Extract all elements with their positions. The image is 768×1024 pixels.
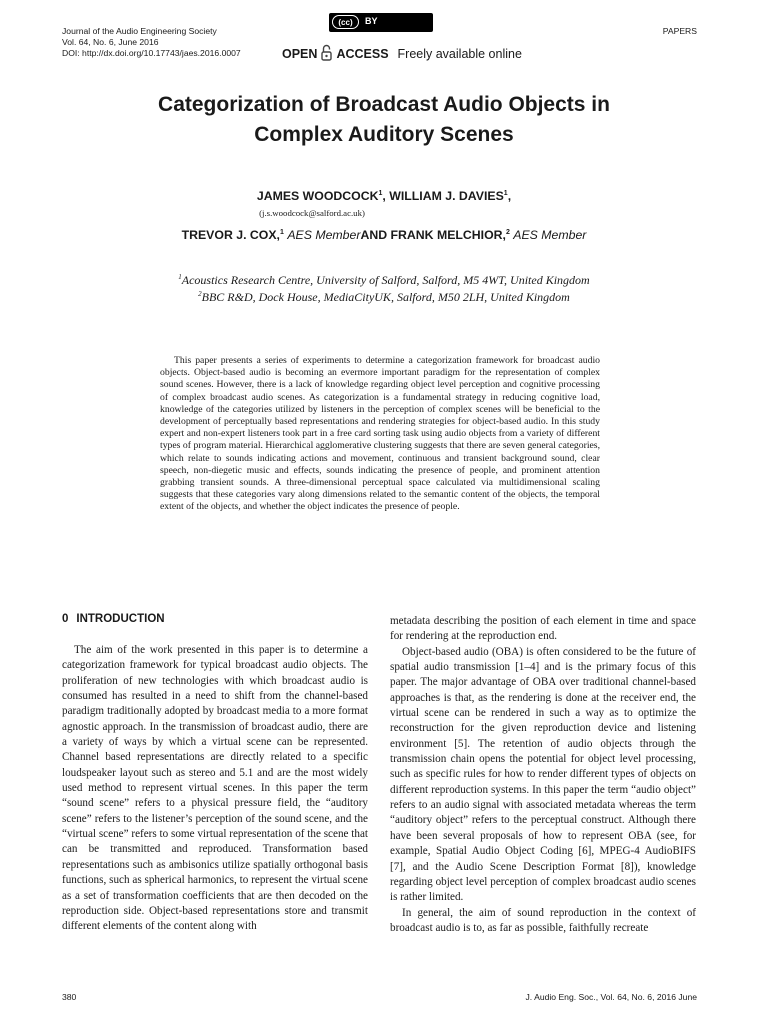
authors-line-2 [0, 228, 768, 242]
author-membership: AES Member [513, 228, 587, 242]
affiliation: $^2$BBC R&D, Dock House, MediaCityUK, Salford, M50 2LH, United Kingdom [198, 289, 570, 304]
section-label: PAPERS [662, 26, 697, 36]
journal-info [62, 26, 241, 59]
open-access-open: OPEN [282, 47, 318, 61]
open-access-line [282, 44, 522, 64]
body-paragraph: In general, the aim of sound reproduction in the context of broadcast audio is to, as far as possible, faithfully recreate [390, 906, 696, 934]
title-line: Categorization of Broadcast Audio Objects in [158, 93, 610, 116]
open-lock-icon [321, 44, 332, 64]
by-icon: BY [365, 16, 378, 26]
author-membership: AES Member [287, 228, 361, 242]
journal-name: Journal of the Audio Engineering Society [62, 26, 217, 36]
body-paragraph: metadata describing the position of each element in time and space for rendering at the reproduction end. [390, 615, 696, 643]
open-access-tagline: Freely available online [397, 47, 522, 61]
body-paragraph: The aim of the work presented in this paper is to determine a categorization framework for typical broadcast audio objects. The proliferation of new technologies with which broadcast audio is consumed has resulted in a need to shift from the channel-based paradigm traditionally adopted by broadcast media to a more format agnostic approach. In the transmission of broadcast audio, there are a variety of ways by which a virtual scene can be represented. Channel based representations are directly related to a specific loudspeaker layout such as stereo and 5.1 and are the most widely used method to represent virtual scenes. In this paper the term “sound scene” refers to a physical pressure field, the “auditory scene” refers to the listener’s perception of the sound scene, and the “virtual scene” refers to some virtual representation of the scene that can be transmitted and reproduced. Transformation based representations such as ambisonics utilize spatially orthogonal basis functions, such as spherical harmonics, to represent the virtual scene as a set of transformation coefficients that are then decoded on the reproduction side. Object-based representations store and transmit different elements of the content along with [62, 644, 368, 933]
page-number: 380 [62, 992, 77, 1002]
cc-icon: (cc) [332, 15, 359, 29]
running-footer: J. Audio Eng. Soc., Vol. 64, No. 6, 2016 June [525, 992, 697, 1002]
section-number: 0 [62, 613, 69, 625]
author-name: TREVOR J. COX, [181, 228, 280, 242]
affiliation-marker: 1 [503, 189, 508, 197]
affiliation-marker: 2 [505, 228, 510, 236]
author-name: WILLIAM J. DAVIES [389, 189, 504, 203]
journal-volume: Vol. 64, No. 6, June 2016 [62, 37, 159, 47]
title-line: Complex Auditory Scenes [254, 123, 514, 146]
section-title: INTRODUCTION [76, 613, 165, 625]
journal-doi: DOI: http://dx.doi.org/10.17743/jaes.2016.0007 [62, 48, 241, 58]
affiliation: $^1$Acoustics Research Centre, University of Salford, Salford, M5 4WT, United Kingdom [178, 273, 590, 287]
open-access-access: ACCESS [336, 47, 389, 61]
cc-by-license-badge [329, 13, 433, 32]
paper-title [50, 90, 718, 150]
author-email: (j.s.woodcock@salford.ac.uk) [259, 208, 365, 218]
body-paragraph: Object-based audio (OBA) is often considered to be the future of spatial audio transmission [1–4] and is the primary focus of this paper. The major advantage of OBA over traditional channel-based approaches is that, as the rendering is done at the receiver end, the virtual scene can be rendered in such a way as to optimize the reconstruction for the given reproduction device and listening environment [5]. The retention of audio objects through the transmission chain opens the potential for object level processing, such as specific rules for how to render different types of objects on different reproduction systems. In this paper the term “audio object” refers to an audio signal with associated metadata whereas the term “auditory object” refers to the perceptual construct. Although there have been several proposals of how to represent OBA (see, for example, Spatial Audio Object Coding [6], MPEG-4 AudioBIFS [7], and the Audio Scene Description Format [8]), knowledge regarding object level perception of complex broadcast audio scenes is rather limited. [390, 645, 696, 904]
body-column-right [390, 614, 696, 936]
affiliation-marker: 1 [279, 228, 284, 236]
body-column-left [62, 643, 368, 935]
affiliation-marker: 1 [378, 189, 383, 197]
affiliations [0, 272, 768, 305]
author-name: JAMES WOODCOCK [256, 189, 379, 203]
abstract: This paper presents a series of experiments to determine a categorization framework for broadcast audio objects. Object-based audio is becoming an evermore important paradigm for the representation of complex sound scenes. However, there is a lack of knowledge regarding object level perception and cognitive processing of complex broadcast audio scenes. As categorization is a fundamental strategy in reducing cognitive load, knowledge of the categories utilized by listeners in the perception of complex scenes will be beneficial to the development of perceptually based representations and rendering strategies for object-based audio. In this study expert and non-expert listeners took part in a free card sorting task using audio objects from a variety of different types of program material. Hierarchical agglomerative clustering suggests that there are seven general categories, which relate to sounds indicating actions and movement, continuous and transient background sound, clear speech, non-diegetic music and effects, sounds indicating the presence of people, and prominent attention grabbing transient sounds. A three-dimensional perceptual space calculated via multidimensional scaling suggests that these categories vary along dimensions related to the semantic content of the objects, the temporal extent of the objects, and whether the object indicates the presence of people. [160, 355, 600, 513]
authors-line-1: JAMES WOODCOCK$^1$, WILLIAM J. DAVIES$^1$, [256, 189, 512, 203]
author-name: AND FRANK MELCHIOR, [360, 228, 506, 242]
section-heading [62, 613, 165, 625]
